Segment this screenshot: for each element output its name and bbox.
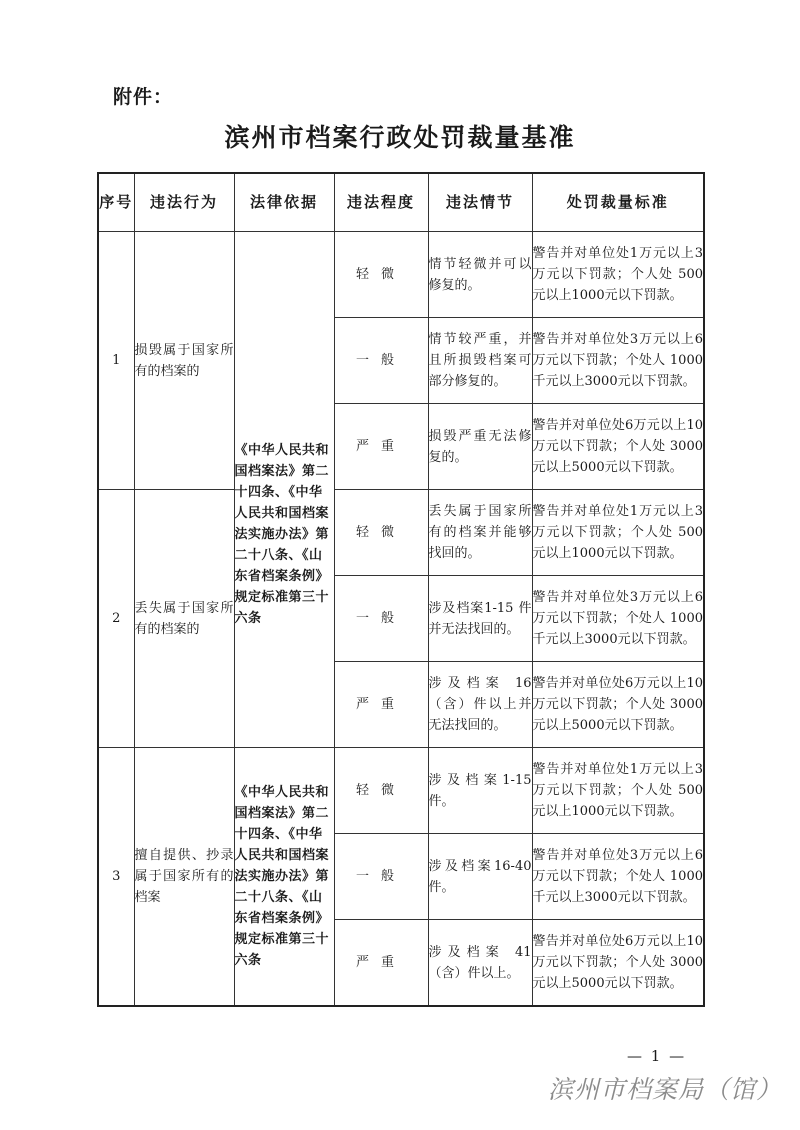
degree-cell: 严重: [334, 404, 428, 490]
standard-cell: 警告并对单位处3万元以上6万元以下罚款；个处人 1000 千元以上3000元以下罚款。: [532, 318, 704, 404]
attachment-label: 附件：: [113, 86, 174, 108]
circumstance-cell: 涉及档案1-15件。: [428, 748, 532, 834]
degree-cell: 严重: [334, 662, 428, 748]
seq-cell: 2: [98, 490, 134, 748]
degree-cell: 严重: [334, 920, 428, 1007]
degree-cell: 一般: [334, 576, 428, 662]
circumstance-cell: 涉及档案 16（含）件以上并无法找回的。: [428, 662, 532, 748]
standard-cell: 警告并对单位处3万元以上6万元以下罚款；个处人 1000 千元以上3000元以下罚款。: [532, 834, 704, 920]
column-header-behavior: 违法行为: [134, 173, 234, 232]
penalty-standard-table: [97, 172, 705, 1007]
table-row: [98, 748, 704, 834]
standard-cell: 警告并对单位处1万元以上3万元以下罚款；个人处 500 元以上1000元以下罚款。: [532, 748, 704, 834]
circumstance-cell: 涉及档案16-40件。: [428, 834, 532, 920]
seq-cell: 3: [98, 748, 134, 1007]
column-header-circumstance: 违法情节: [428, 173, 532, 232]
standard-cell: 警告并对单位处3万元以上6万元以下罚款；个处人 1000 千元以上3000元以下罚款。: [532, 576, 704, 662]
circumstance-cell: 情节较严重，并且所损毁档案可部分修复的。: [428, 318, 532, 404]
legal-basis-cell: 《中华人民共和国档案法》第二十四条、《中华人民共和国档案法实施办法》第二十八条、《山东省档案条例》规定标准第三十六条: [234, 748, 334, 1007]
page-number: — 1 —: [627, 1047, 687, 1065]
behavior-cell: 丢失属于国家所有的档案的: [134, 490, 234, 748]
circumstance-cell: 丢失属于国家所有的档案并能够找回的。: [428, 490, 532, 576]
standard-cell: 警告并对单位处6万元以上10万元以下罚款；个人处 3000 元以上5000元以下罚款。: [532, 920, 704, 1007]
degree-cell: 轻微: [334, 490, 428, 576]
standard-cell: 警告并对单位处6万元以上10万元以下罚款；个人处 3000 元以上5000元以下罚款。: [532, 404, 704, 490]
document-title: 滨州市档案行政处罚裁量基准: [224, 123, 576, 152]
column-header-degree: 违法程度: [334, 173, 428, 232]
degree-cell: 一般: [334, 834, 428, 920]
seq-cell: 1: [98, 232, 134, 490]
behavior-cell: 擅自提供、抄录属于国家所有的档案: [134, 748, 234, 1007]
table-row: [98, 232, 704, 318]
circumstance-cell: 损毁严重无法修复的。: [428, 404, 532, 490]
table-header-row: [98, 173, 704, 232]
column-header-standard: 处罚裁量标准: [532, 173, 704, 232]
table-row: [98, 490, 704, 576]
circumstance-cell: 情节轻微并可以修复的。: [428, 232, 532, 318]
behavior-cell: 损毁属于国家所有的档案的: [134, 232, 234, 490]
legal-basis-cell: 《中华人民共和国档案法》第二十四条、《中华人民共和国档案法实施办法》第二十八条、《山东省档案条例》规定标准第三十六条: [234, 232, 334, 748]
watermark: 滨州市档案局（馆）: [548, 1075, 783, 1104]
degree-cell: 一般: [334, 318, 428, 404]
standard-cell: 警告并对单位处1万元以上3万元以下罚款；个人处 500 元以上1000元以下罚款。: [532, 232, 704, 318]
standard-cell: 警告并对单位处1万元以上3万元以下罚款；个人处 500 元以上1000元以下罚款。: [532, 490, 704, 576]
column-header-basis: 法律依据: [234, 173, 334, 232]
circumstance-cell: 涉及档案 41（含）件以上。: [428, 920, 532, 1007]
circumstance-cell: 涉及档案1-15 件并无法找回的。: [428, 576, 532, 662]
degree-cell: 轻微: [334, 748, 428, 834]
degree-cell: 轻微: [334, 232, 428, 318]
standard-cell: 警告并对单位处6万元以上10万元以下罚款；个人处 3000 元以上5000元以下罚款。: [532, 662, 704, 748]
column-header-seq: 序号: [98, 173, 134, 232]
